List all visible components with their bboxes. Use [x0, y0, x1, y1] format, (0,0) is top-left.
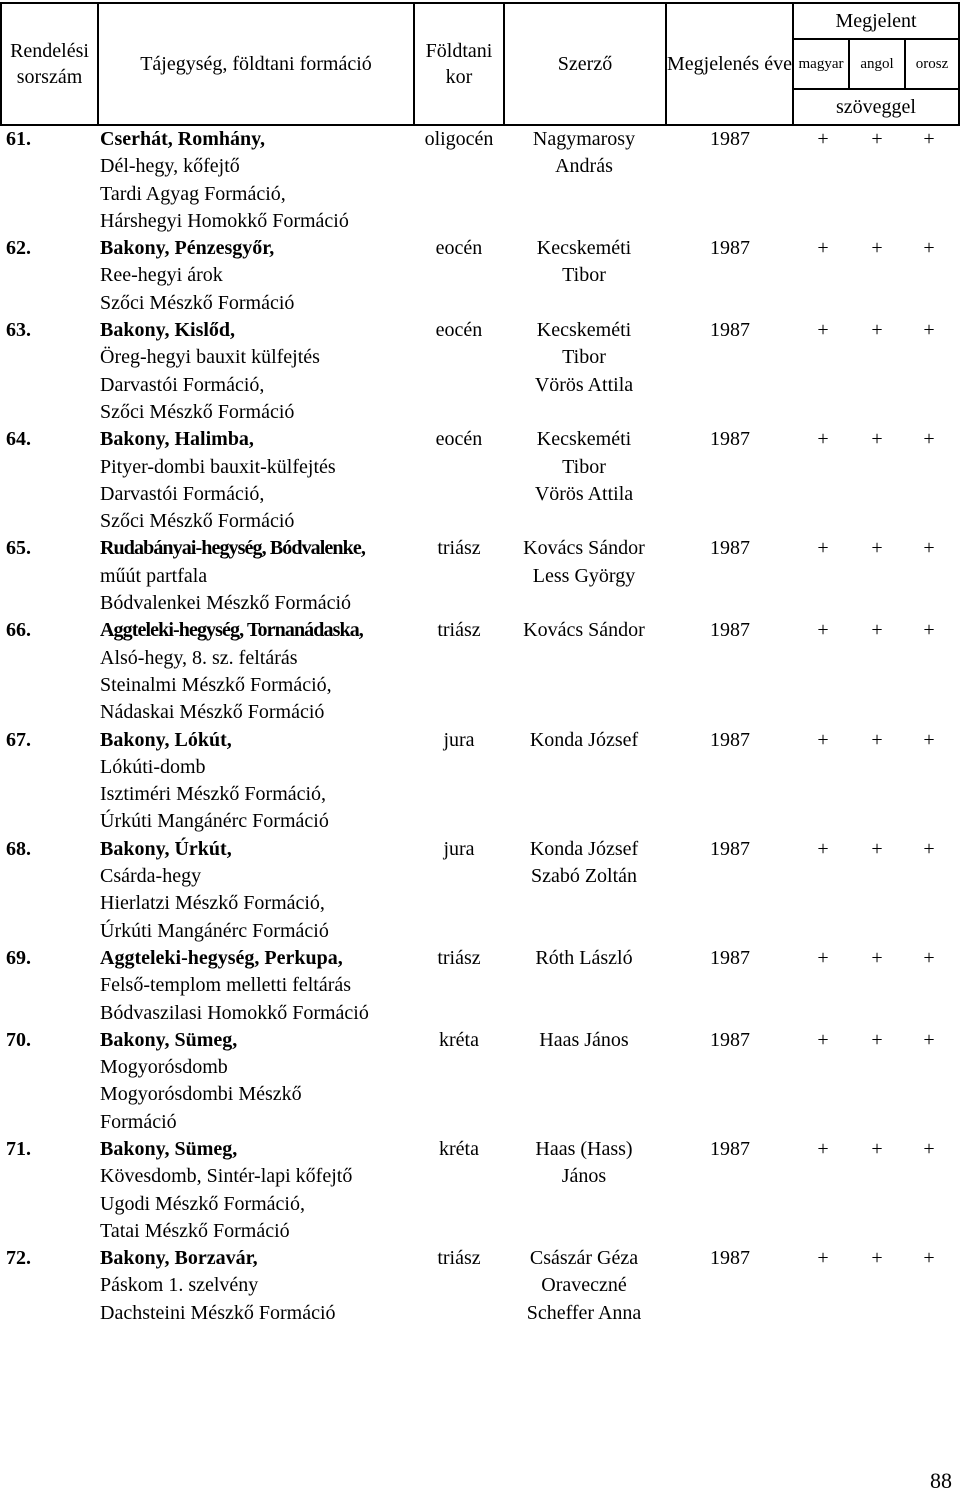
row-year: 1987	[710, 1028, 750, 1051]
location-title: Bakony, Borzavár,	[100, 1247, 258, 1270]
row-age: eocén	[435, 428, 483, 451]
location-title: Bakony, Sümeg,	[100, 1137, 238, 1160]
row-year: 1987	[710, 728, 750, 751]
table-row	[0, 836, 960, 945]
row-year: 1987	[710, 428, 750, 451]
row-ru-mark: +	[923, 946, 935, 969]
location-line: műút partfala	[100, 564, 208, 587]
row-year: 1987	[710, 1137, 750, 1160]
row-number: 69.	[6, 946, 31, 969]
table-row	[0, 945, 960, 1027]
author-line: János	[561, 1165, 607, 1188]
author-line: Less György	[532, 564, 636, 587]
location-title: Bakony, Sümeg,	[100, 1028, 238, 1051]
row-year: 1987	[710, 237, 750, 260]
author-line: Scheffer Anna	[526, 1301, 642, 1324]
header-lang-ru: orosz	[905, 39, 959, 89]
header-text: szöveggel	[793, 89, 959, 125]
row-location	[100, 426, 336, 535]
author-line: Kovács Sándor	[523, 537, 645, 560]
location-title: Bakony, Úrkút,	[100, 837, 232, 860]
location-line: Kövesdomb, Sintér-lapi kőfejtő	[100, 1165, 353, 1188]
author-line: Kovács Sándor	[523, 619, 645, 642]
author-line: Kecskeméti	[536, 319, 632, 342]
author-line: András	[555, 155, 613, 178]
row-age: jura	[443, 837, 475, 860]
row-age: eocén	[435, 237, 483, 260]
header-published: Megjelent	[793, 3, 959, 39]
row-en-mark: +	[871, 128, 883, 150]
row-author	[506, 235, 662, 290]
row-hu-mark: +	[817, 319, 829, 342]
location-line: Páskom 1. szelvény	[100, 1274, 259, 1297]
row-author	[506, 617, 662, 644]
header-author: Szerző	[504, 3, 666, 125]
row-location	[100, 727, 329, 836]
location-line: Bódvalenkei Mészkő Formáció	[100, 592, 352, 615]
row-location	[100, 617, 363, 726]
location-line: Szőci Mészkő Formáció	[100, 400, 295, 423]
row-en-mark: +	[871, 619, 883, 642]
row-location	[100, 1245, 336, 1327]
author-line: Konda József	[529, 728, 639, 751]
header-lang-en: angol	[849, 39, 905, 89]
location-line: Hierlatzi Mészkő Formáció,	[100, 892, 325, 915]
row-hu-mark: +	[817, 837, 829, 860]
row-author	[506, 727, 662, 754]
row-number: 68.	[6, 837, 31, 860]
author-line: Szabó Zoltán	[530, 865, 638, 888]
header-age: Földtani kor	[414, 3, 504, 125]
row-hu-mark: +	[817, 728, 829, 751]
location-title: Bakony, Lókút,	[100, 728, 232, 751]
row-location	[100, 126, 349, 235]
location-line: Szőci Mészkő Formáció	[100, 510, 295, 533]
row-en-mark: +	[871, 428, 883, 451]
author-line: Haas (Hass)	[535, 1137, 633, 1160]
row-number: 71.	[6, 1137, 31, 1160]
table-row	[0, 1027, 960, 1136]
author-line: Konda József	[529, 837, 639, 860]
row-ru-mark: +	[923, 128, 935, 150]
table-row	[0, 727, 960, 836]
location-title: Bakony, Halimba,	[100, 428, 254, 451]
location-title: Bakony, Pénzesgyőr,	[100, 237, 275, 260]
location-line: Bódvaszilasi Homokkő Formáció	[100, 1001, 369, 1024]
row-age: jura	[443, 728, 475, 751]
row-year: 1987	[710, 1247, 750, 1270]
location-title: Cserhát, Romhány,	[100, 128, 266, 150]
row-age: triász	[437, 537, 481, 560]
header-order: Rendelési sorszám	[1, 3, 98, 125]
row-hu-mark: +	[817, 1028, 829, 1051]
row-hu-mark: +	[817, 1137, 829, 1160]
row-year: 1987	[710, 537, 750, 560]
table-header	[0, 2, 960, 126]
row-hu-mark: +	[817, 428, 829, 451]
row-ru-mark: +	[923, 619, 935, 642]
table-row	[0, 317, 960, 426]
row-ru-mark: +	[923, 237, 935, 260]
table-row	[0, 617, 960, 726]
location-line: Nádaskai Mészkő Formáció	[100, 701, 325, 724]
table-row	[0, 1245, 960, 1327]
row-number: 72.	[6, 1247, 31, 1270]
location-line: Darvastói Formáció,	[100, 482, 265, 505]
location-title: Bakony, Kislőd,	[100, 319, 236, 342]
row-hu-mark: +	[817, 619, 829, 642]
row-author	[506, 1245, 662, 1327]
row-ru-mark: +	[923, 537, 935, 560]
row-age: triász	[437, 1247, 481, 1270]
row-age: triász	[437, 946, 481, 969]
author-line: Tibor	[562, 346, 606, 369]
row-year: 1987	[710, 946, 750, 969]
row-year: 1987	[710, 128, 750, 150]
row-location	[100, 1027, 302, 1136]
location-line: Tatai Mészkő Formáció	[100, 1219, 290, 1242]
row-ru-mark: +	[923, 319, 935, 342]
table-row	[0, 1136, 960, 1245]
author-line: Vörös Attila	[534, 482, 634, 505]
location-line: Ree-hegyi árok	[100, 264, 223, 287]
row-number: 64.	[6, 428, 31, 451]
author-line: Tibor	[562, 455, 606, 478]
row-location	[100, 235, 294, 317]
row-hu-mark: +	[817, 237, 829, 260]
author-line: Nagymarosy	[532, 128, 636, 150]
row-en-mark: +	[871, 728, 883, 751]
author-line: Vörös Attila	[534, 373, 634, 396]
row-year: 1987	[710, 619, 750, 642]
location-line: Hárshegyi Homokkő Formáció	[100, 209, 349, 232]
location-line: Tardi Agyag Formáció,	[100, 182, 286, 205]
row-number: 65.	[6, 537, 31, 560]
location-title: Aggteleki-hegység, Perkupa,	[100, 946, 343, 969]
table-row	[0, 126, 960, 235]
header-region: Tájegység, földtani formáció	[98, 3, 414, 125]
row-ru-mark: +	[923, 837, 935, 860]
row-location	[100, 836, 329, 945]
row-hu-mark: +	[817, 1247, 829, 1270]
row-en-mark: +	[871, 319, 883, 342]
row-location	[100, 945, 369, 1027]
page-number: 88	[930, 1468, 952, 1493]
location-line: Csárda-hegy	[100, 865, 202, 888]
author-line: Kecskeméti	[536, 428, 632, 451]
row-author	[506, 126, 662, 181]
row-year: 1987	[710, 837, 750, 860]
location-line: Úrkúti Mangánérc Formáció	[100, 919, 329, 942]
location-line: Mogyorósdombi Mészkő	[100, 1083, 302, 1106]
author-line: Haas János	[539, 1028, 629, 1051]
table-row	[0, 535, 960, 617]
table-body	[0, 126, 960, 1327]
row-year: 1987	[710, 319, 750, 342]
row-number: 66.	[6, 619, 31, 642]
author-line: Császár Géza	[529, 1247, 639, 1270]
row-number: 70.	[6, 1028, 31, 1051]
row-author	[506, 836, 662, 891]
row-author	[506, 426, 662, 508]
row-number: 67.	[6, 728, 31, 751]
location-line: Alsó-hegy, 8. sz. feltárás	[100, 646, 298, 669]
row-number: 63.	[6, 319, 31, 342]
author-line: Kecskeméti	[536, 237, 632, 260]
location-title: Rudabányai-hegység, Bódvalenke,	[100, 537, 365, 560]
author-line: Róth László	[535, 946, 633, 969]
table-row	[0, 426, 960, 535]
row-en-mark: +	[871, 1028, 883, 1051]
row-author	[506, 945, 662, 972]
row-en-mark: +	[871, 946, 883, 969]
location-line: Mogyorósdomb	[100, 1056, 228, 1079]
row-hu-mark: +	[817, 537, 829, 560]
header-year: Megjelenés éve	[666, 3, 793, 125]
row-age: triász	[437, 619, 481, 642]
location-line: Pityer-dombi bauxit-külfejtés	[100, 455, 336, 478]
row-ru-mark: +	[923, 1028, 935, 1051]
row-ru-mark: +	[923, 1247, 935, 1270]
row-ru-mark: +	[923, 728, 935, 751]
row-number: 62.	[6, 237, 31, 260]
row-en-mark: +	[871, 1247, 883, 1270]
row-number: 61.	[6, 128, 31, 150]
row-ru-mark: +	[923, 1137, 935, 1160]
row-hu-mark: +	[817, 946, 829, 969]
header-lang-hu: magyar	[793, 39, 849, 89]
row-en-mark: +	[871, 537, 883, 560]
location-line: Isztiméri Mészkő Formáció,	[100, 783, 327, 806]
location-line: Dél-hegy, kőfejtő	[100, 155, 240, 178]
row-location	[100, 317, 320, 426]
row-hu-mark: +	[817, 128, 829, 150]
row-location	[100, 535, 365, 617]
table-row	[0, 235, 960, 317]
row-location	[100, 1136, 352, 1245]
author-line: Oraveczné	[541, 1274, 627, 1297]
row-en-mark: +	[871, 237, 883, 260]
row-age: eocén	[435, 319, 483, 342]
row-ru-mark: +	[923, 428, 935, 451]
location-line: Szőci Mészkő Formáció	[100, 291, 295, 314]
location-line: Lókúti-domb	[100, 755, 206, 778]
row-author	[506, 317, 662, 399]
row-age: kréta	[439, 1137, 479, 1160]
author-line: Tibor	[562, 264, 606, 287]
row-en-mark: +	[871, 837, 883, 860]
location-line: Ugodi Mészkő Formáció,	[100, 1192, 305, 1215]
location-line: Felső-templom melletti feltárás	[100, 974, 352, 997]
row-en-mark: +	[871, 1137, 883, 1160]
location-line: Öreg-hegyi bauxit külfejtés	[100, 346, 320, 369]
location-line: Dachsteini Mészkő Formáció	[100, 1301, 336, 1324]
location-line: Formáció	[100, 1110, 177, 1133]
location-line: Darvastói Formáció,	[100, 373, 265, 396]
location-line: Steinalmi Mészkő Formáció,	[100, 673, 332, 696]
row-author	[506, 535, 662, 590]
row-age: oligocén	[424, 128, 494, 150]
location-title: Aggteleki-hegység, Tornanádaska,	[100, 619, 363, 642]
row-age: kréta	[439, 1028, 479, 1051]
location-line: Úrkúti Mangánérc Formáció	[100, 810, 329, 833]
row-author	[506, 1136, 662, 1191]
row-author	[506, 1027, 662, 1054]
